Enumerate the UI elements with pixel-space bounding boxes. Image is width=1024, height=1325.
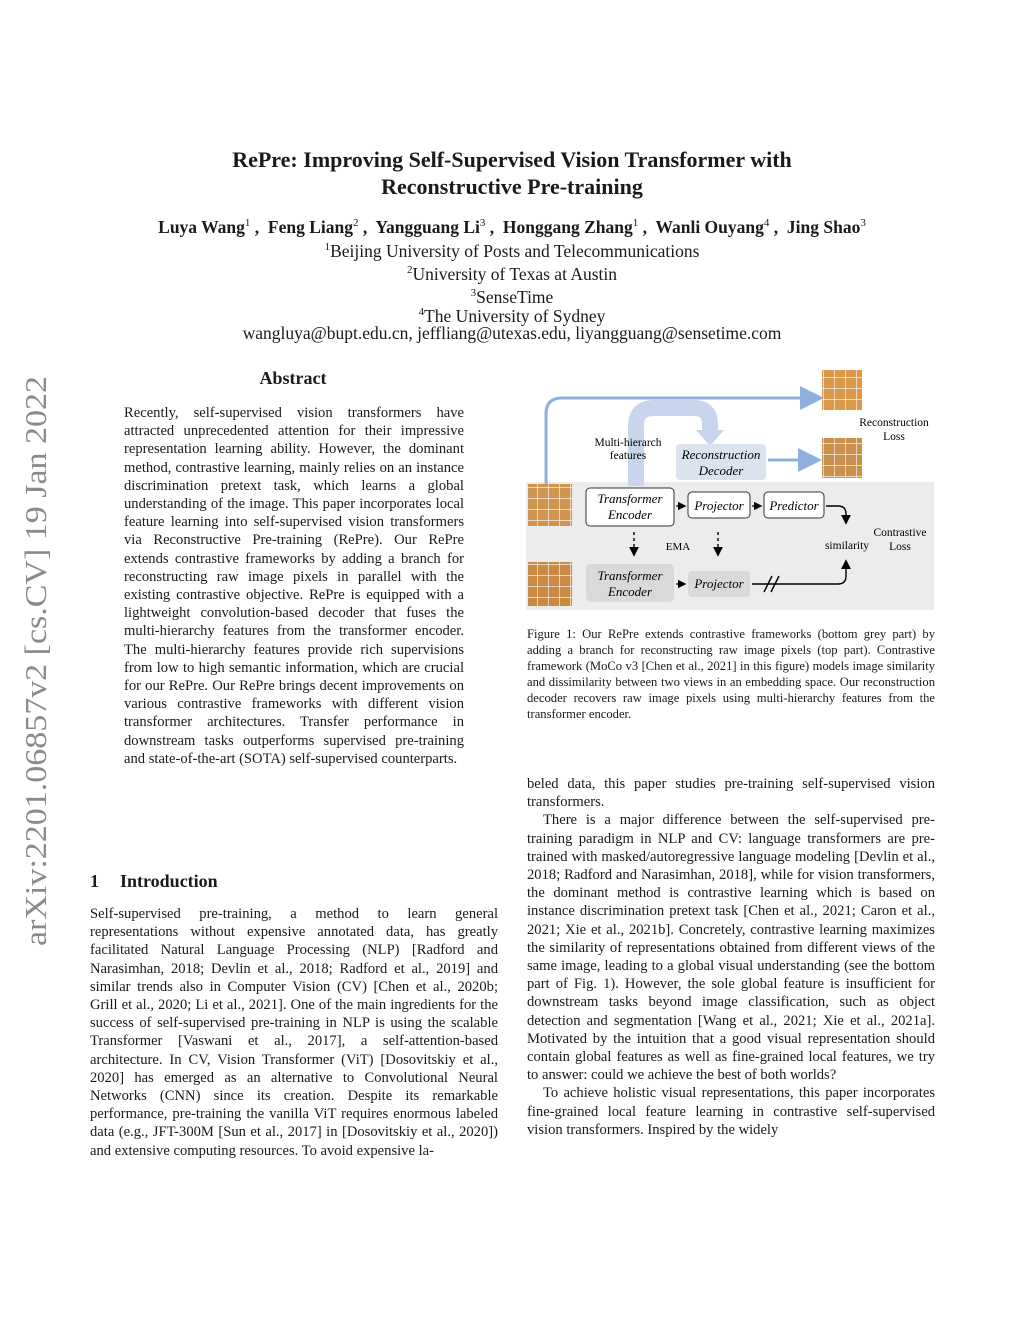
affiliation-1: $^1$Beijing University of Posts and Telecommunications	[324, 240, 700, 261]
label-recon-loss-2: Loss	[883, 431, 905, 443]
paragraph: There is a major difference between the self-supervised pre-training paradigm in NLP and CV: language transformers are pre-trained with masked/autoregressive language modeling [Devlin et al., 2018; Radford and Narasimhan, 2018], while for vision transformers, the dominant method is contrastive learning which is based on instance discrimination pretext task [Chen et al., 2021; Caron et al., 2021; Xie et al., 2021b]. Concretely, contrastive learning maximizes the similarity of representations obtained from different views of the same image, leading to a global visual understanding (see the bottom part of Fig. 1). However, the sole global feature is insufficient for downstream tasks beyond image classification, such as object detection and segmentation [Wang et al., 2021; Xie et al., 2021a]. Motivated by the intuition that a good visual representation should contain global features as well as fine-grained local features, we try to answer: could we achieve the best of both worlds?	[527, 812, 935, 1084]
arxiv-identifier-svg	[0, 370, 56, 950]
label-recon-decoder-2: Decoder	[698, 463, 744, 478]
label-contrastive-2: Loss	[889, 541, 911, 553]
intro-body: Self-supervised pre-training, a method to learn general representations without expensive annotated data, has greatly facilitated Natural Language Processing (NLP) [Radford and Narasimhan, 2018; Devlin et al., 2018; Radford et al., 2019] and similar trends also in Computer Vision (CV) [Chen et al., 2020b; Grill et al., 2020; Li et al., 2021]. One of the main ingredients for the success of self-supervised pre-training in NLP is using the scalable Transformer [Vaswani et al., 2017], a self-attention-based architecture. In CV, Vision Transformer (ViT) [Dosovitskiy et al., 2020] has emerged as an alternative to Convolutional Neural Networks (CNN) since its creation. Despite its remarkable performance, pre-training the vanilla ViT requires enormous labeled data (e.g., JFT-300M [Sun et al., 2017] in [Dosovitskiy et al., 2020]) and extensive computing resources. To avoid expensive la-	[90, 906, 498, 1159]
right-column-body	[527, 775, 935, 1139]
author-emails: wangluya@bupt.edu.cn, jeffliang@utexas.edu, liyangguang@sensetime.com	[242, 323, 782, 343]
label-ema: EMA	[665, 541, 691, 553]
author-list: Luya Wang$^1$ , Feng Liang$^2$ , Yangguang Li$^3$ , Honggang Zhang$^1$ , Wanli Ouyang$^4$ , Jing Shao$^3$	[158, 216, 866, 237]
title-line-2: Reconstructive Pre-training	[381, 174, 643, 199]
author: Honggang Zhang$^1$	[502, 216, 639, 237]
label-projector: Projector	[694, 498, 744, 513]
label-momentum-projector: Projector	[694, 576, 744, 591]
paragraph: To achieve holistic visual representations, this paper incorporates fine-grained local feature learning in contrastive self-supervised vision transformers. Inspired by the widely	[527, 1085, 935, 1138]
label-recon-decoder-1: Reconstruction	[681, 447, 761, 462]
label-similarity: similarity	[824, 540, 870, 552]
label-momentum-encoder-2: Encoder	[607, 584, 653, 599]
section-title: Introduction	[120, 871, 218, 891]
author: Yangguang Li$^3$	[375, 216, 486, 237]
affiliation-2: $^2$University of Texas at Austin	[406, 263, 618, 284]
label-predictor: Predictor	[769, 498, 819, 513]
author: Feng Liang$^2$	[267, 216, 359, 237]
label-momentum-encoder-1: Transformer	[597, 568, 663, 583]
arxiv-identifier	[0, 370, 56, 950]
label-encoder-1: Transformer	[597, 491, 663, 506]
label-multi-hierarch: Multi-hierarch	[594, 437, 662, 449]
paragraph: beled data, this paper studies pre-training self-supervised vision transformers.	[527, 776, 935, 811]
author: Luya Wang$^1$	[158, 216, 251, 237]
paper-title	[100, 146, 924, 200]
label-encoder-2: Encoder	[607, 507, 653, 522]
label-features: features	[609, 450, 647, 462]
label-recon-loss-1: Reconstruction	[859, 417, 929, 429]
label-contrastive-1: Contrastive	[873, 527, 927, 539]
figure-1-diagram	[526, 366, 936, 616]
section-heading	[90, 871, 490, 892]
arxiv-identifier-text: arXiv:2201.06857v2 [cs.CV] 19 Jan 2022	[18, 425, 53, 946]
figure-1-caption: Figure 1: Our RePre extends contrastive frameworks (bottom grey part) by adding a branch for reconstructing raw image pixels (top part). Contrastive framework (MoCo v3 [Chen et al., 2021] in this figure) models image similarity and dissimilarity between two views in an embedding space. Our reconstruction decoder recovers raw image pixels using multi-hierarchy features from the transformer encoder.	[527, 627, 935, 721]
abstract-heading: Abstract	[259, 368, 327, 388]
author: Jing Shao$^3$	[786, 216, 866, 237]
affiliation-3: $^3$SenseTime	[470, 286, 554, 307]
figure-1	[526, 366, 936, 616]
abstract-body: Recently, self-supervised vision transformers have attracted unprecedented attention for their impressive representation learning ability. However, the dominant method, contrastive learning, mainly relies on an instance discrimination pretext task, which learns a global understanding of the image. This paper incorporates local feature learning into self-supervised vision transformers via Reconstructive Pre-training (RePre). Our RePre extends contrastive frameworks by adding a branch for reconstructing raw image pixels in parallel with the existing contrastive objective. RePre is equipped with a lightweight convolution-based decoder that fuses the multi-hierarchy features from the transformer encoder. The multi-hierarchy features provide rich supervisions from low to high semantic information, which are crucial for our RePre. Our RePre brings decent improvements on various contrastive frameworks with different vision transformer architectures. Transfer performance in downstream tasks outperforms supervised pre-training and state-of-the-art (SOTA) self-supervised counterparts.	[124, 405, 464, 767]
title-line-1: RePre: Improving Self-Supervised Vision Transformer with	[232, 147, 792, 172]
affiliation-4: $^4$The University of Sydney	[418, 305, 606, 326]
author: Wanli Ouyang$^4$	[655, 216, 770, 237]
feature-flow-arrowhead	[696, 430, 724, 446]
section-number: 1	[90, 871, 99, 891]
